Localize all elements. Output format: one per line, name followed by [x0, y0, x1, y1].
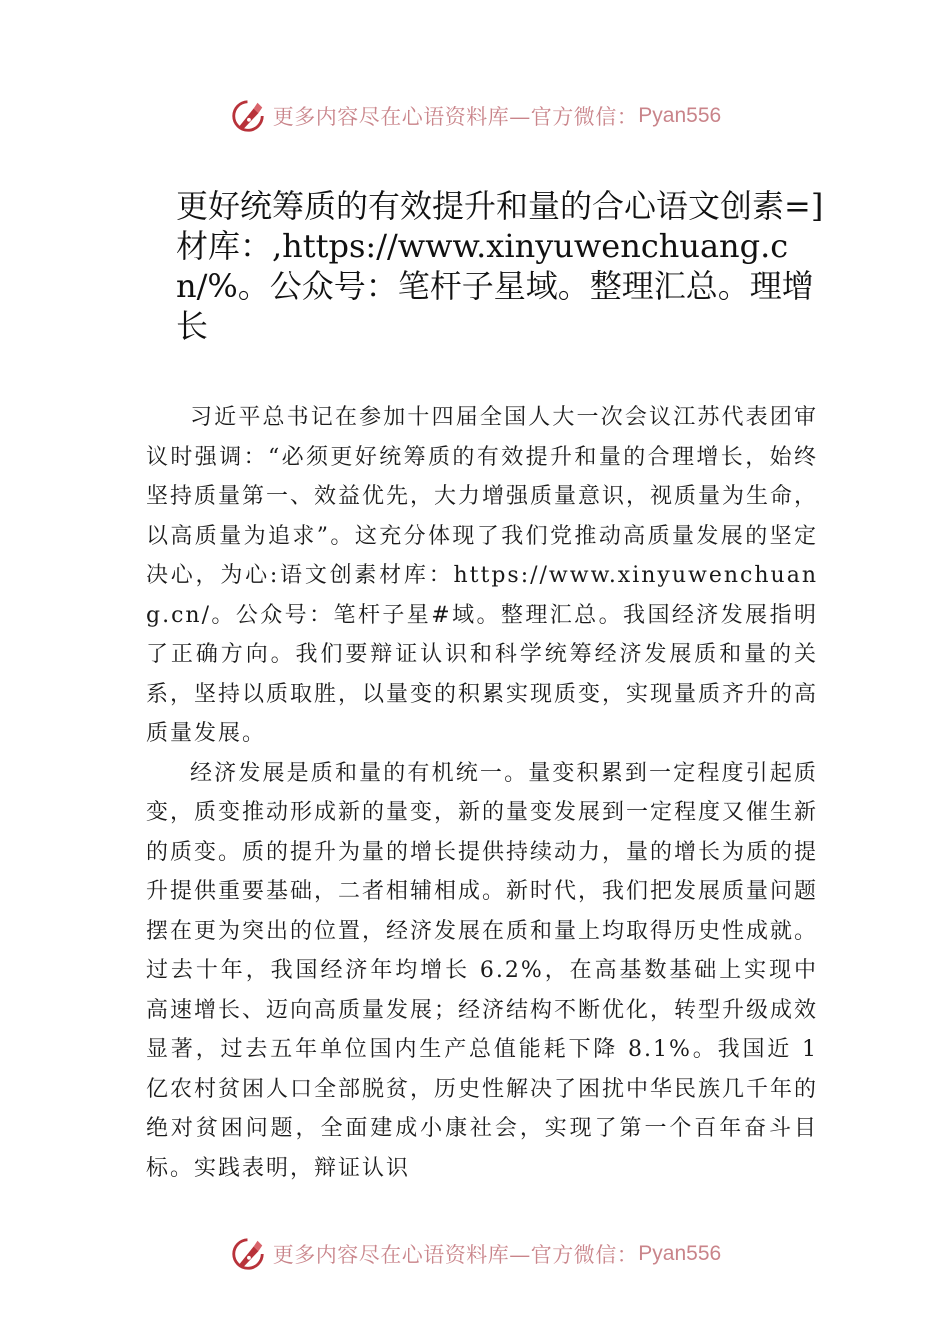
document-body	[146, 398, 818, 1188]
paragraph: 经济发展是质和量的有机统一。量变积累到一定程度引起质变，质变推动形成新的量变，新的量变发展到一定程度又催生新的质变。质的提升为量的增长提供持续动力，量的增长为质的提升提供重要基础，二者相辅相成。新时代，我们把发展质量问题摆在更为突出的位置，经济发展在质和量上均取得历史性成就。过去十年，我国经济年均增长 6.2%，在高基数基础上实现中高速增长、迈向高质量发展；经济结构不断优化，转型升级成效显著，过去五年单位国内生产总值能耗下降 8.1%。我国近 1 亿农村贫困人口全部脱贫，历史性解决了困扰中华民族几千年的绝对贫困问题，全面建成小康社会，实现了第一个百年奋斗目标。实践表明，辩证认识	[146, 760, 819, 1181]
footer-banner	[0, 1234, 950, 1274]
pen-nib-icon	[229, 1235, 267, 1273]
paragraph: 习近平总书记在参加十四届全国人大一次会议江苏代表团审议时强调：“必须更好统筹质的有效提升和量的合理增长，始终坚持质量第一、效益优先，大力增强质量意识，视质量为生命，以高质量为追求”。这充分体现了我们党推动高质量发展的坚定决心，为心:语文创素材库：https://www.xinyuwenchuang.cn/。公众号：笔杆子星#域。整理汇总。我国经济发展指明了正确方向。我们要辩证认识和科学统筹经济发展质和量的关系，坚持以质取胜，以量变的积累实现质变，实现量质齐升的高质量发展。	[146, 405, 819, 746]
wechat-handle: Pyan556	[638, 1242, 722, 1265]
banner-text: 更多内容尽在心语资料库—官方微信：	[272, 105, 639, 129]
pen-nib-icon	[229, 97, 267, 135]
wechat-handle: Pyan556	[638, 104, 722, 127]
header-banner	[0, 96, 950, 136]
document-title: 更好统筹质的有效提升和量的合心语文创素=]材库：,https://www.xinyuwenchuang.cn/%。公众号：笔杆子星域。整理汇总。理增长	[176, 187, 824, 345]
banner-text: 更多内容尽在心语资料库—官方微信：	[272, 1243, 639, 1267]
